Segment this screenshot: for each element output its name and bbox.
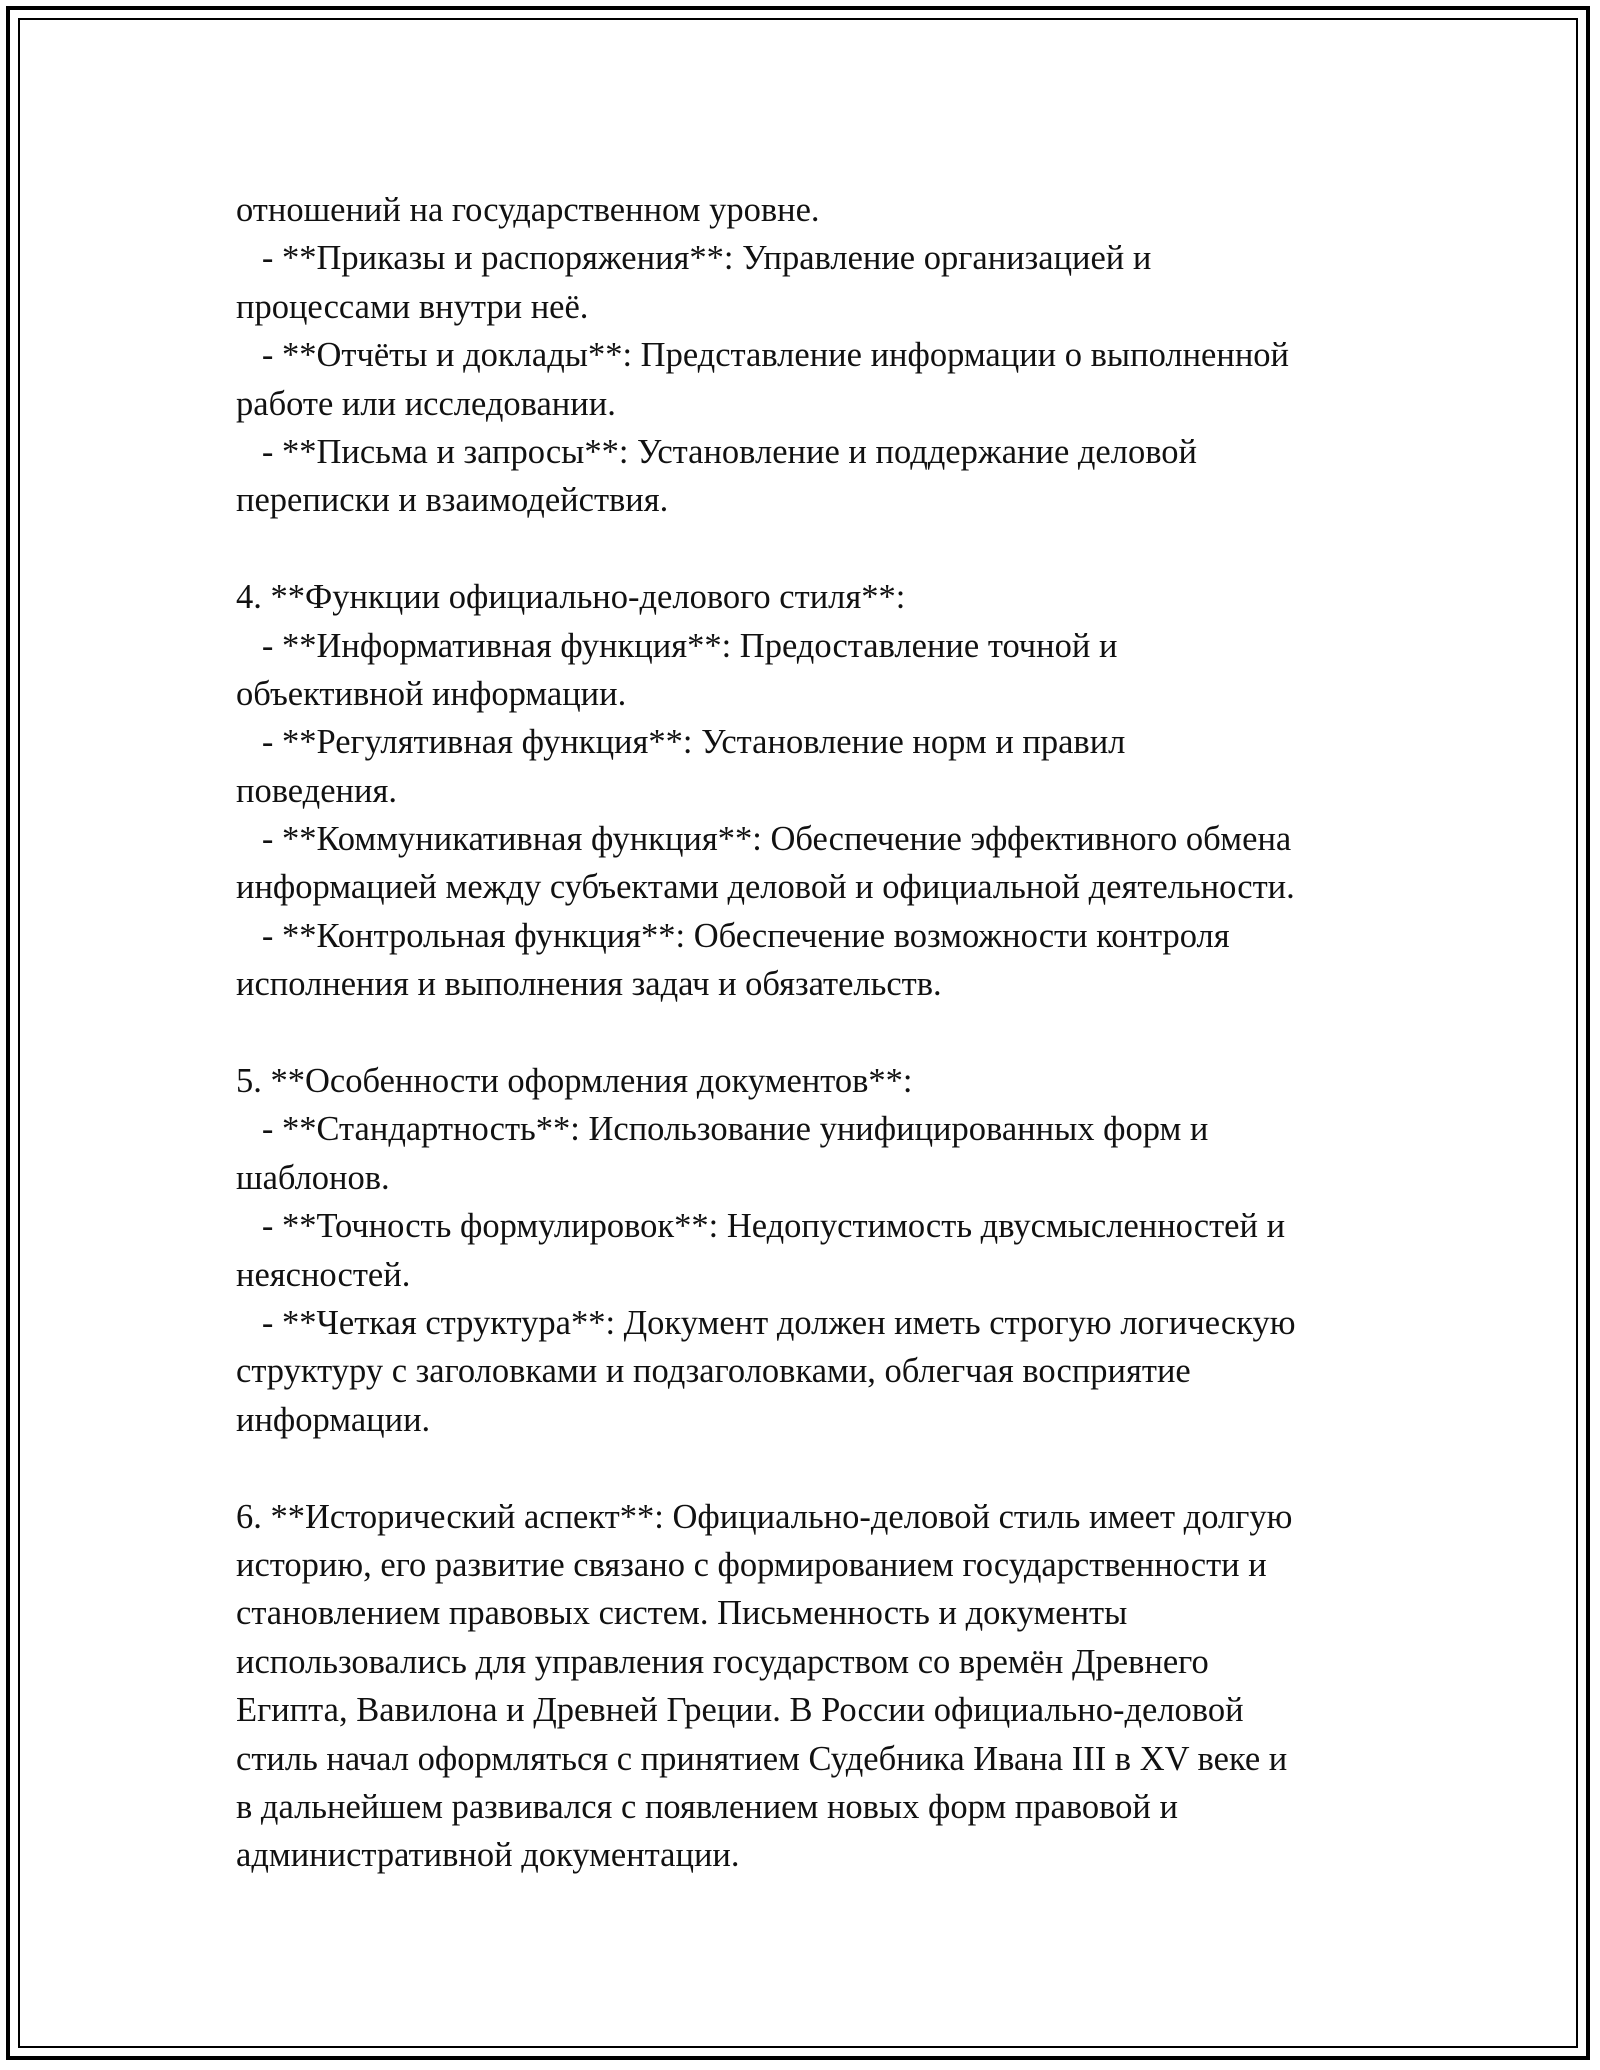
blank-line: [236, 1009, 1406, 1057]
text-line: - **Стандартность**: Использование унифицированных форм и: [236, 1110, 1209, 1149]
text-line: - **Регулятивная функция**: Установление норм и правил: [236, 723, 1126, 762]
text-line: - **Коммуникативная функция**: Обеспечение эффективного обмена: [236, 820, 1292, 859]
text-line: административной документации.: [236, 1836, 740, 1875]
section-heading: 4. **Функции официально-делового стиля**:: [236, 578, 906, 617]
text-line: - **Отчёты и доклады**: Представление информации о выполненной: [236, 336, 1289, 375]
blank-line: [236, 1444, 1406, 1492]
text-line: неясностей.: [236, 1255, 411, 1294]
section-heading: 6. **Исторический аспект**: Официально-деловой стиль имеет долгую: [236, 1497, 1293, 1536]
text-line: структуру с заголовками и подзаголовками, облегчая восприятие: [236, 1352, 1191, 1391]
text-line: поведения.: [236, 771, 397, 810]
text-line: информации.: [236, 1400, 431, 1439]
blank-line: [236, 525, 1406, 573]
text-line: исполнения и выполнения задач и обязательств.: [236, 965, 942, 1004]
text-line: стиль начал оформляться с принятием Судебника Ивана III в XV веке и: [236, 1739, 1288, 1778]
text-line: - **Контрольная функция**: Обеспечение возможности контроля: [236, 916, 1230, 955]
text-line: шаблонов.: [236, 1158, 390, 1197]
text-line: историю, его развитие связано с формированием государственности и: [236, 1545, 1267, 1584]
text-line: переписки и взаимодействия.: [236, 481, 669, 520]
text-line: информацией между субъектами деловой и официальной деятельности.: [236, 868, 1295, 907]
document-body: [236, 186, 1406, 1880]
text-line: работе или исследовании.: [236, 384, 616, 423]
text-line: отношений на государственном уровне.: [236, 191, 820, 229]
text-line: - **Приказы и распоряжения**: Управление организацией и: [236, 239, 1152, 278]
section-heading: 5. **Особенности оформления документов**:: [236, 1062, 913, 1101]
text-line: в дальнейшем развивался с появлением новых форм правовой и: [236, 1787, 1178, 1826]
text-line: - **Точность формулировок**: Недопустимость двусмысленностей и: [236, 1207, 1286, 1246]
text-line: - **Четкая структура**: Документ должен иметь строгую логическую: [236, 1303, 1296, 1342]
text-line: - **Информативная функция**: Предоставление точной и: [236, 626, 1118, 665]
text-line: - **Письма и запросы**: Установление и поддержание деловой: [236, 432, 1197, 471]
text-line: использовались для управления государством со времён Древнего: [236, 1642, 1209, 1681]
text-line: становлением правовых систем. Письменность и документы: [236, 1594, 1128, 1633]
text-line: Египта, Вавилона и Древней Греции. В России официально-деловой: [236, 1691, 1244, 1730]
text-line: процессами внутри неё.: [236, 287, 589, 326]
text-line: объективной информации.: [236, 674, 627, 713]
